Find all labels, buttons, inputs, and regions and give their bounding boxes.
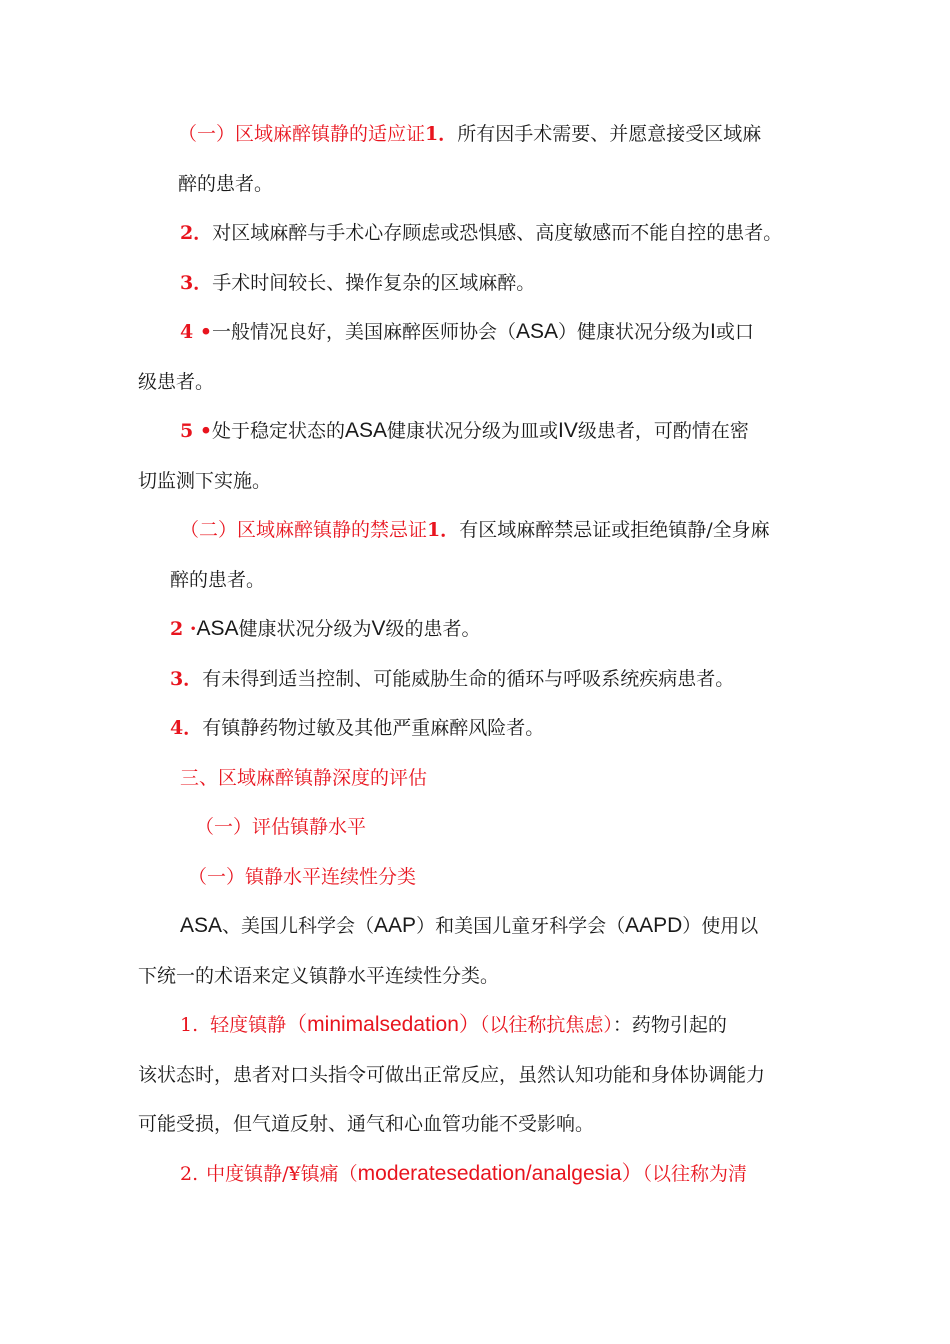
body-text: 健康状况分级为: [238, 618, 372, 640]
body-text: 切监测下实施。: [138, 470, 272, 492]
paragraph-line: [178, 120, 761, 148]
item-number: 2 ·: [170, 618, 197, 640]
body-text: 级的患者。: [385, 618, 481, 640]
item-number: 1．: [425, 123, 458, 145]
paragraph-line: [138, 1110, 594, 1138]
paragraph-line: [180, 417, 749, 445]
body-text: 级患者，可酌情在密: [577, 420, 749, 442]
body-text: ASA: [196, 617, 239, 640]
paragraph-line: [180, 318, 754, 346]
paragraph-line: [170, 714, 544, 742]
section-heading: （一）区域麻醉镇静的适应证: [178, 123, 426, 145]
body-text: ）健康状况分级为: [558, 321, 711, 343]
term-text: moderatesedation/analgesia）: [357, 1162, 643, 1185]
item-number: 3．: [180, 272, 213, 294]
paragraph-line: [170, 566, 265, 594]
body-text: V: [371, 617, 386, 640]
item-number: 1．: [427, 519, 460, 541]
paragraph-line: [138, 1061, 765, 1089]
body-text: 下统一的术语来定义镇静水平连续性分类。: [138, 965, 500, 987]
body-text: AAP: [374, 914, 417, 937]
body-text: ：药物引起的: [612, 1014, 727, 1036]
term-text: （以往称为清: [642, 1163, 748, 1185]
body-text: 所有因手术需要、并愿意接受区域麻: [457, 123, 762, 145]
item-number: 2.: [180, 1163, 199, 1185]
paragraph-line: [170, 615, 481, 643]
item-number: 5 •: [180, 420, 212, 442]
body-text: 手术时间较长、操作复杂的区域麻醉。: [212, 272, 536, 294]
item-number: 4 •: [180, 321, 212, 343]
body-text: ASA: [180, 914, 223, 937]
body-text: 对区域麻醉与手术心存顾虑或恐惧感、高度敏感而不能自控的患者。: [212, 222, 783, 244]
body-text: 醉的患者。: [178, 173, 274, 195]
body-text: ）使用以: [682, 915, 759, 937]
body-text: 醉的患者。: [170, 569, 266, 591]
paragraph-line: [180, 516, 770, 544]
body-text: 有未得到适当控制、可能威胁生命的循环与呼吸系统疾病患者。: [202, 668, 735, 690]
paragraph-line: [180, 1011, 727, 1039]
item-number: 4．: [170, 717, 203, 739]
body-text: 有镇静药物过敏及其他严重麻醉风险者。: [202, 717, 545, 739]
paragraph-line: [180, 219, 782, 247]
paragraph-line: [180, 269, 535, 297]
paragraph-line: [180, 912, 758, 940]
subsection-heading: （一）评估镇静水平: [195, 816, 367, 838]
body-text: IV: [558, 419, 578, 442]
body-text: 有区域麻醉禁忌证或拒绝镇静/全身麻: [459, 519, 770, 541]
body-text: 或口: [715, 321, 754, 343]
body-text: 一般情况良好，美国麻醉医师协会（: [211, 321, 516, 343]
item-number: 2．: [180, 222, 213, 244]
body-text: 健康状况分级为皿或: [387, 420, 559, 442]
term-text: 轻度镇静: [210, 1014, 287, 1036]
paragraph-line: [180, 1160, 747, 1188]
body-text: 、美国儿科学会（: [222, 915, 375, 937]
term-text: （minimalsedation）: [286, 1013, 480, 1036]
body-text: ASA: [345, 419, 388, 442]
body-text: ）和美国儿童牙科学会（: [416, 915, 626, 937]
body-text: 处于稳定状态的: [211, 420, 345, 442]
body-text: AAPD: [625, 914, 683, 937]
term-text: 中度镇静/¥镇痛（: [206, 1163, 358, 1185]
body-text: 级患者。: [138, 371, 215, 393]
paragraph-line: [138, 467, 271, 495]
body-text: 可能受损，但气道反射、通气和心血管功能不受影响。: [138, 1113, 595, 1135]
term-text: （以往称抗焦虑）: [479, 1014, 613, 1036]
body-text: I: [710, 320, 716, 343]
section-heading: （二）区域麻醉镇静的禁忌证: [180, 519, 428, 541]
paragraph-line: [178, 170, 273, 198]
section-heading: 三、区域麻醉镇静深度的评估: [180, 767, 428, 789]
item-number: 3．: [170, 668, 203, 690]
body-text: ASA: [516, 320, 559, 343]
item-number: 1.: [180, 1014, 199, 1036]
subsection-heading: （一）镇静水平连续性分类: [188, 866, 417, 888]
body-text: 该状态时，患者对口头指令可做出正常反应，虽然认知功能和身体协调能力: [138, 1064, 766, 1086]
paragraph-line: [138, 962, 499, 990]
paragraph-line: [170, 665, 734, 693]
paragraph-line: [138, 368, 214, 396]
